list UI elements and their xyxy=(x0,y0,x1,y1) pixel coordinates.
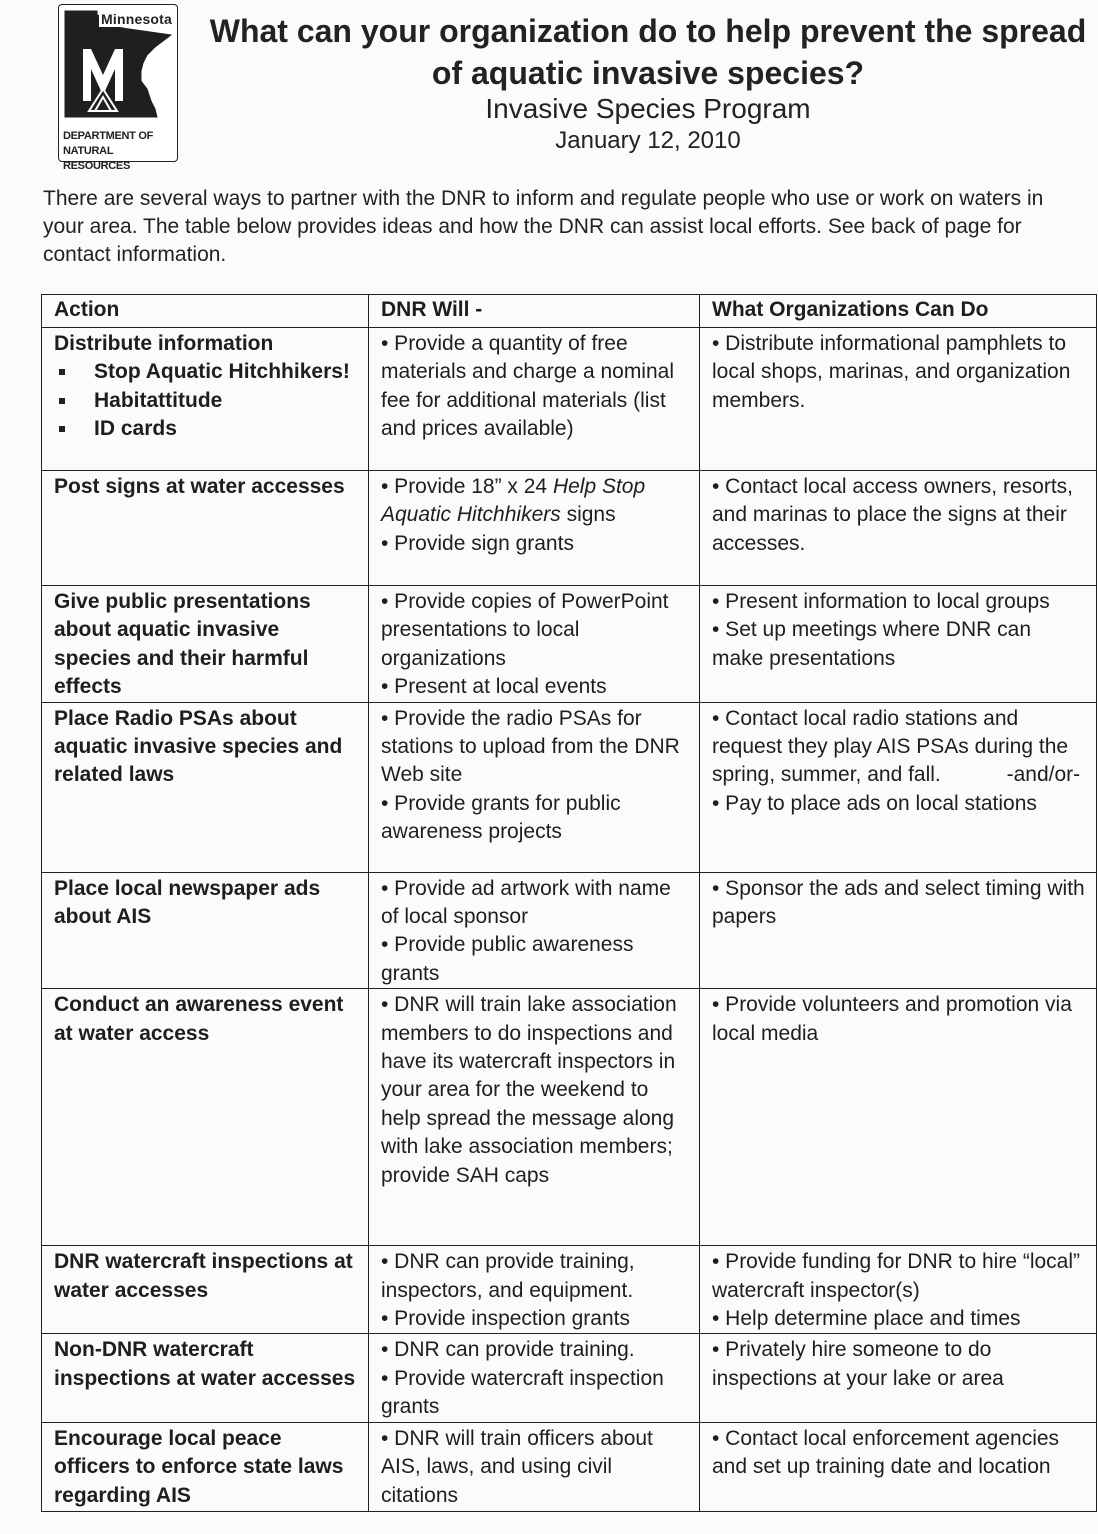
org-cell: • Distribute informational pamphlets to local shops, marinas, and organization members. xyxy=(700,328,1097,471)
intro-paragraph: There are several ways to partner with the DNR to inform and regulate people who use or work on waters in your area. The table below provides ideas and how the DNR can assist local efforts. See back of page for contact information. xyxy=(43,187,1044,266)
org-cell: • Present information to local groups • Set up meetings where DNR can make presentations xyxy=(700,586,1097,703)
logo-department-name: DEPARTMENT OF NATURAL RESOURCES xyxy=(63,130,154,172)
list-item: Stop Aquatic Hitchhikers! xyxy=(54,358,358,386)
dnr-cell: • Provide 18” x 24 Help Stop Aquatic Hitchhikers signs • Provide sign grants xyxy=(369,471,700,586)
dnr-cell: • Provide the radio PSAs for stations to upload from the DNR Web site • Provide grants for public awareness projects xyxy=(369,702,700,872)
org-cell: • Contact local radio stations and request they play AIS PSAs during the spring, summer, and fall. -and/or- • Pay to place ads on local stations xyxy=(700,702,1097,872)
org-cell: • Sponsor the ads and select timing with papers xyxy=(700,872,1097,989)
header-organizations-can-do: What Organizations Can Do xyxy=(700,295,1097,328)
table-row xyxy=(42,1334,1097,1422)
action-cell: Give public presentations about aquatic invasive species and their harmful effects xyxy=(42,586,369,703)
org-cell: • Provide funding for DNR to hire “local” watercraft inspector(s) • Help determine place and times xyxy=(700,1246,1097,1334)
action-cell: Non-DNR watercraft inspections at water accesses xyxy=(42,1334,369,1422)
logo-state-name: Minnesota xyxy=(101,11,173,27)
dnr-logo xyxy=(58,4,178,172)
dnr-cell: • DNR can provide training. • Provide watercraft inspection grants xyxy=(369,1334,700,1422)
org-cell: • Contact local access owners, resorts, and marinas to place the signs at their accesses. xyxy=(700,471,1097,586)
table-row xyxy=(42,702,1097,872)
org-cell: • Privately hire someone to do inspections at your lake or area xyxy=(700,1334,1097,1422)
page-title: What can your organization do to help prevent the spread of aquatic invasive species? xyxy=(209,13,1087,91)
org-cell: • Provide volunteers and promotion via local media xyxy=(700,989,1097,1246)
action-cell: Encourage local peace officers to enforce state laws regarding AIS xyxy=(42,1422,369,1511)
list-item: ID cards xyxy=(54,415,358,443)
action-cell: Distribute information Stop Aquatic Hitchhikers! Habitattitude ID cards xyxy=(42,328,369,471)
dnr-cell: • DNR will train officers about AIS, laws, and using civil citations xyxy=(369,1422,700,1511)
document-date: January 12, 2010 xyxy=(555,127,741,154)
action-cell: Place Radio PSAs about aquatic invasive species and related laws xyxy=(42,702,369,872)
header-dnr-will: DNR Will - xyxy=(369,295,700,328)
table-row xyxy=(42,872,1097,989)
action-cell: Place local newspaper ads about AIS xyxy=(42,872,369,989)
action-cell: DNR watercraft inspections at water accesses xyxy=(42,1246,369,1334)
table-header-row xyxy=(42,295,1097,328)
dnr-cell: • DNR can provide training, inspectors, and equipment. • Provide inspection grants xyxy=(369,1246,700,1334)
header-action: Action xyxy=(42,295,369,328)
dnr-cell: • Provide a quantity of free materials and charge a nominal fee for additional materials (list and prices available) xyxy=(369,328,700,471)
dnr-cell: • Provide copies of PowerPoint presentations to local organizations • Present at local events xyxy=(369,586,700,703)
table-row xyxy=(42,328,1097,471)
dnr-cell: • DNR will train lake association members to do inspections and have its watercraft inspectors in your area for the weekend to help spread the message along with lake association members; provide SAH caps xyxy=(369,989,700,1246)
table-row xyxy=(42,989,1097,1246)
program-name: Invasive Species Program xyxy=(485,93,811,124)
action-cell: Conduct an awareness event at water access xyxy=(42,989,369,1246)
table-row xyxy=(42,1246,1097,1334)
action-cell: Post signs at water accesses xyxy=(42,471,369,586)
table-row xyxy=(42,586,1097,703)
dnr-cell: • Provide ad artwork with name of local sponsor • Provide public awareness grants xyxy=(369,872,700,989)
table-row xyxy=(42,1422,1097,1511)
partnership-table xyxy=(41,294,1097,1512)
materials-list xyxy=(54,358,358,443)
list-item: Habitattitude xyxy=(54,387,358,415)
table-row xyxy=(42,471,1097,586)
org-cell: • Contact local enforcement agencies and set up training date and location xyxy=(700,1422,1097,1511)
